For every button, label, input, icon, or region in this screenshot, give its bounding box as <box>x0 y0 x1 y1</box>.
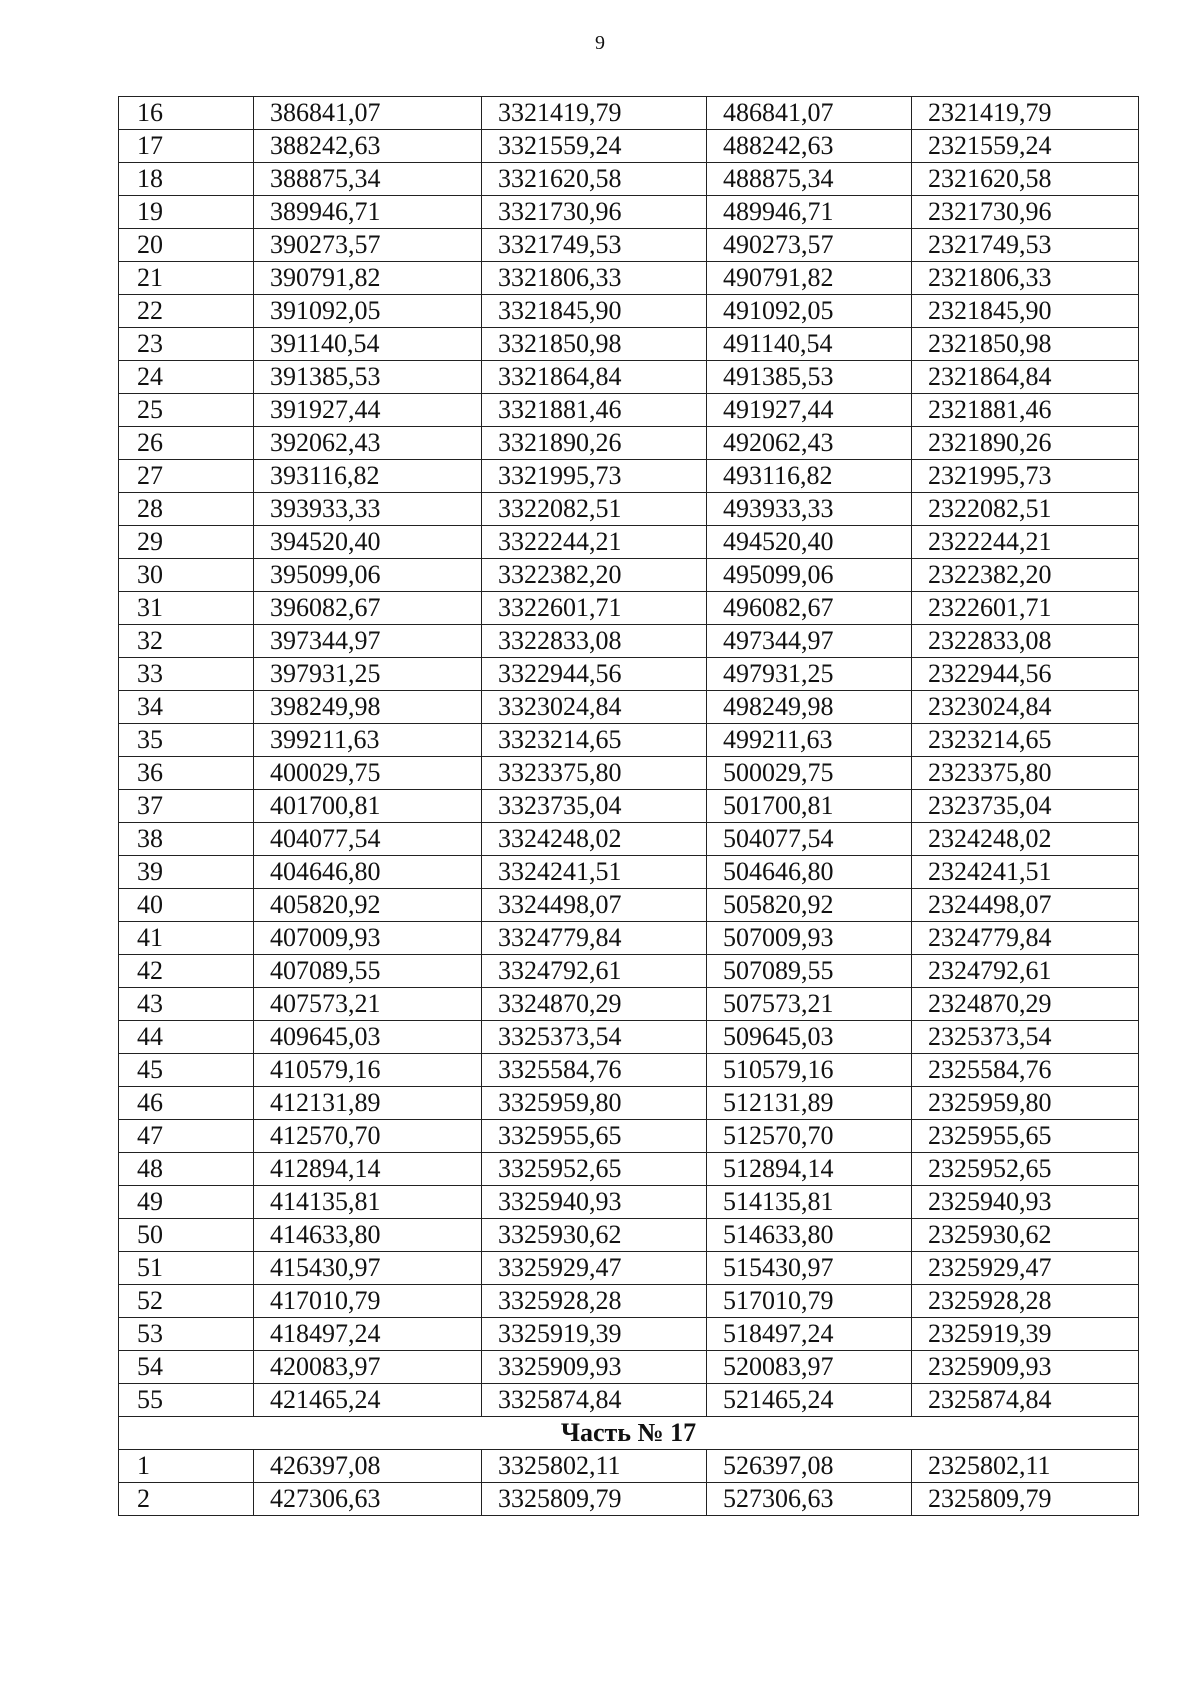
point-number-cell: 35 <box>119 724 254 757</box>
point-number-cell: 23 <box>119 328 254 361</box>
x2-coordinate-cell: 507089,55 <box>707 955 912 988</box>
y-coordinate-cell: 3322244,21 <box>482 526 707 559</box>
x-coordinate-cell: 400029,75 <box>254 757 482 790</box>
x2-coordinate-cell: 498249,98 <box>707 691 912 724</box>
table-row <box>119 691 1139 724</box>
coordinates-table-body <box>119 97 1139 1417</box>
y-coordinate-cell: 3321881,46 <box>482 394 707 427</box>
table-row <box>119 196 1139 229</box>
point-number-cell: 37 <box>119 790 254 823</box>
x2-coordinate-cell: 490273,57 <box>707 229 912 262</box>
y2-coordinate-cell: 2324241,51 <box>912 856 1139 889</box>
x-coordinate-cell: 390273,57 <box>254 229 482 262</box>
x-coordinate-cell: 391092,05 <box>254 295 482 328</box>
point-number-cell: 30 <box>119 559 254 592</box>
x2-coordinate-cell: 514135,81 <box>707 1186 912 1219</box>
x2-coordinate-cell: 507009,93 <box>707 922 912 955</box>
y-coordinate-cell: 3322601,71 <box>482 592 707 625</box>
table-row <box>119 1450 1139 1483</box>
x-coordinate-cell: 391927,44 <box>254 394 482 427</box>
x-coordinate-cell: 420083,97 <box>254 1351 482 1384</box>
y-coordinate-cell: 3325802,11 <box>482 1450 707 1483</box>
table-row <box>119 988 1139 1021</box>
y-coordinate-cell: 3321749,53 <box>482 229 707 262</box>
x-coordinate-cell: 417010,79 <box>254 1285 482 1318</box>
y-coordinate-cell: 3321890,26 <box>482 427 707 460</box>
x-coordinate-cell: 426397,08 <box>254 1450 482 1483</box>
x2-coordinate-cell: 526397,08 <box>707 1450 912 1483</box>
y-coordinate-cell: 3325928,28 <box>482 1285 707 1318</box>
point-number-cell: 49 <box>119 1186 254 1219</box>
x-coordinate-cell: 393933,33 <box>254 493 482 526</box>
table-row <box>119 1219 1139 1252</box>
x2-coordinate-cell: 493933,33 <box>707 493 912 526</box>
point-number-cell: 45 <box>119 1054 254 1087</box>
x2-coordinate-cell: 494520,40 <box>707 526 912 559</box>
part-heading-row <box>119 1417 1139 1450</box>
y-coordinate-cell: 3323024,84 <box>482 691 707 724</box>
x-coordinate-cell: 393116,82 <box>254 460 482 493</box>
y2-coordinate-cell: 2322944,56 <box>912 658 1139 691</box>
y-coordinate-cell: 3321845,90 <box>482 295 707 328</box>
y-coordinate-cell: 3325373,54 <box>482 1021 707 1054</box>
y2-coordinate-cell: 2321881,46 <box>912 394 1139 427</box>
point-number-cell: 18 <box>119 163 254 196</box>
y-coordinate-cell: 3321730,96 <box>482 196 707 229</box>
x2-coordinate-cell: 507573,21 <box>707 988 912 1021</box>
x-coordinate-cell: 391140,54 <box>254 328 482 361</box>
y-coordinate-cell: 3322082,51 <box>482 493 707 526</box>
point-number-cell: 26 <box>119 427 254 460</box>
x2-coordinate-cell: 490791,82 <box>707 262 912 295</box>
point-number-cell: 38 <box>119 823 254 856</box>
y-coordinate-cell: 3321806,33 <box>482 262 707 295</box>
y2-coordinate-cell: 2321850,98 <box>912 328 1139 361</box>
y-coordinate-cell: 3324792,61 <box>482 955 707 988</box>
x-coordinate-cell: 389946,71 <box>254 196 482 229</box>
table-row <box>119 724 1139 757</box>
point-number-cell: 21 <box>119 262 254 295</box>
y2-coordinate-cell: 2323024,84 <box>912 691 1139 724</box>
x2-coordinate-cell: 486841,07 <box>707 97 912 130</box>
x2-coordinate-cell: 517010,79 <box>707 1285 912 1318</box>
x2-coordinate-cell: 515430,97 <box>707 1252 912 1285</box>
x-coordinate-cell: 399211,63 <box>254 724 482 757</box>
x-coordinate-cell: 397344,97 <box>254 625 482 658</box>
x2-coordinate-cell: 514633,80 <box>707 1219 912 1252</box>
table-row <box>119 757 1139 790</box>
y-coordinate-cell: 3325959,80 <box>482 1087 707 1120</box>
y-coordinate-cell: 3321864,84 <box>482 361 707 394</box>
x-coordinate-cell: 407089,55 <box>254 955 482 988</box>
table-row <box>119 361 1139 394</box>
table-row <box>119 592 1139 625</box>
y2-coordinate-cell: 2325909,93 <box>912 1351 1139 1384</box>
y-coordinate-cell: 3325940,93 <box>482 1186 707 1219</box>
point-number-cell: 52 <box>119 1285 254 1318</box>
point-number-cell: 31 <box>119 592 254 625</box>
point-number-cell: 40 <box>119 889 254 922</box>
y2-coordinate-cell: 2325959,80 <box>912 1087 1139 1120</box>
y-coordinate-cell: 3325919,39 <box>482 1318 707 1351</box>
x-coordinate-cell: 404077,54 <box>254 823 482 856</box>
y2-coordinate-cell: 2321620,58 <box>912 163 1139 196</box>
table-row <box>119 1318 1139 1351</box>
x-coordinate-cell: 396082,67 <box>254 592 482 625</box>
y-coordinate-cell: 3325929,47 <box>482 1252 707 1285</box>
x-coordinate-cell: 392062,43 <box>254 427 482 460</box>
x-coordinate-cell: 388242,63 <box>254 130 482 163</box>
point-number-cell: 17 <box>119 130 254 163</box>
x-coordinate-cell: 415430,97 <box>254 1252 482 1285</box>
point-number-cell: 22 <box>119 295 254 328</box>
y-coordinate-cell: 3325909,93 <box>482 1351 707 1384</box>
x-coordinate-cell: 391385,53 <box>254 361 482 394</box>
y2-coordinate-cell: 2321749,53 <box>912 229 1139 262</box>
point-number-cell: 33 <box>119 658 254 691</box>
y2-coordinate-cell: 2325928,28 <box>912 1285 1139 1318</box>
y2-coordinate-cell: 2322601,71 <box>912 592 1139 625</box>
y-coordinate-cell: 3322382,20 <box>482 559 707 592</box>
y2-coordinate-cell: 2325940,93 <box>912 1186 1139 1219</box>
table-row <box>119 460 1139 493</box>
point-number-cell: 2 <box>119 1483 254 1516</box>
y-coordinate-cell: 3324241,51 <box>482 856 707 889</box>
table-row <box>119 427 1139 460</box>
part-heading: Часть № 17 <box>119 1417 1139 1450</box>
y2-coordinate-cell: 2321730,96 <box>912 196 1139 229</box>
point-number-cell: 42 <box>119 955 254 988</box>
y2-coordinate-cell: 2325809,79 <box>912 1483 1139 1516</box>
y-coordinate-cell: 3322833,08 <box>482 625 707 658</box>
x-coordinate-cell: 412570,70 <box>254 1120 482 1153</box>
table-row <box>119 394 1139 427</box>
table-row <box>119 328 1139 361</box>
y2-coordinate-cell: 2322244,21 <box>912 526 1139 559</box>
x2-coordinate-cell: 491140,54 <box>707 328 912 361</box>
y2-coordinate-cell: 2321995,73 <box>912 460 1139 493</box>
table-row <box>119 493 1139 526</box>
x2-coordinate-cell: 491092,05 <box>707 295 912 328</box>
x2-coordinate-cell: 495099,06 <box>707 559 912 592</box>
coordinates-table <box>118 96 1139 1516</box>
y2-coordinate-cell: 2323214,65 <box>912 724 1139 757</box>
point-number-cell: 36 <box>119 757 254 790</box>
point-number-cell: 29 <box>119 526 254 559</box>
x-coordinate-cell: 427306,63 <box>254 1483 482 1516</box>
y2-coordinate-cell: 2321845,90 <box>912 295 1139 328</box>
table-row <box>119 97 1139 130</box>
x-coordinate-cell: 407573,21 <box>254 988 482 1021</box>
y2-coordinate-cell: 2324779,84 <box>912 922 1139 955</box>
table-row <box>119 1087 1139 1120</box>
point-number-cell: 50 <box>119 1219 254 1252</box>
table-row <box>119 922 1139 955</box>
x2-coordinate-cell: 497344,97 <box>707 625 912 658</box>
point-number-cell: 46 <box>119 1087 254 1120</box>
x-coordinate-cell: 404646,80 <box>254 856 482 889</box>
point-number-cell: 54 <box>119 1351 254 1384</box>
x2-coordinate-cell: 504646,80 <box>707 856 912 889</box>
point-number-cell: 44 <box>119 1021 254 1054</box>
table-row <box>119 625 1139 658</box>
y2-coordinate-cell: 2325373,54 <box>912 1021 1139 1054</box>
y2-coordinate-cell: 2325952,65 <box>912 1153 1139 1186</box>
table-row <box>119 295 1139 328</box>
y-coordinate-cell: 3321995,73 <box>482 460 707 493</box>
point-number-cell: 19 <box>119 196 254 229</box>
table-row <box>119 130 1139 163</box>
table-row <box>119 823 1139 856</box>
y2-coordinate-cell: 2323735,04 <box>912 790 1139 823</box>
y-coordinate-cell: 3321850,98 <box>482 328 707 361</box>
y2-coordinate-cell: 2325929,47 <box>912 1252 1139 1285</box>
y2-coordinate-cell: 2322833,08 <box>912 625 1139 658</box>
point-number-cell: 39 <box>119 856 254 889</box>
x-coordinate-cell: 409645,03 <box>254 1021 482 1054</box>
x-coordinate-cell: 412894,14 <box>254 1153 482 1186</box>
x2-coordinate-cell: 493116,82 <box>707 460 912 493</box>
table-row <box>119 889 1139 922</box>
point-number-cell: 43 <box>119 988 254 1021</box>
x2-coordinate-cell: 512894,14 <box>707 1153 912 1186</box>
table-row <box>119 1054 1139 1087</box>
y-coordinate-cell: 3323735,04 <box>482 790 707 823</box>
x-coordinate-cell: 395099,06 <box>254 559 482 592</box>
y2-coordinate-cell: 2324792,61 <box>912 955 1139 988</box>
y-coordinate-cell: 3325930,62 <box>482 1219 707 1252</box>
x-coordinate-cell: 386841,07 <box>254 97 482 130</box>
x2-coordinate-cell: 518497,24 <box>707 1318 912 1351</box>
table-row <box>119 1252 1139 1285</box>
x2-coordinate-cell: 488242,63 <box>707 130 912 163</box>
table-row <box>119 559 1139 592</box>
point-number-cell: 1 <box>119 1450 254 1483</box>
x2-coordinate-cell: 512570,70 <box>707 1120 912 1153</box>
x2-coordinate-cell: 509645,03 <box>707 1021 912 1054</box>
x-coordinate-cell: 412131,89 <box>254 1087 482 1120</box>
y-coordinate-cell: 3325952,65 <box>482 1153 707 1186</box>
x-coordinate-cell: 394520,40 <box>254 526 482 559</box>
y-coordinate-cell: 3323375,80 <box>482 757 707 790</box>
table-row <box>119 1483 1139 1516</box>
point-number-cell: 25 <box>119 394 254 427</box>
x2-coordinate-cell: 497931,25 <box>707 658 912 691</box>
point-number-cell: 51 <box>119 1252 254 1285</box>
part-17-table-body <box>119 1450 1139 1516</box>
y-coordinate-cell: 3325955,65 <box>482 1120 707 1153</box>
point-number-cell: 27 <box>119 460 254 493</box>
x2-coordinate-cell: 489946,71 <box>707 196 912 229</box>
y2-coordinate-cell: 2325930,62 <box>912 1219 1139 1252</box>
y2-coordinate-cell: 2325955,65 <box>912 1120 1139 1153</box>
y-coordinate-cell: 3323214,65 <box>482 724 707 757</box>
table-row <box>119 790 1139 823</box>
x2-coordinate-cell: 520083,97 <box>707 1351 912 1384</box>
point-number-cell: 24 <box>119 361 254 394</box>
table-row <box>119 1384 1139 1417</box>
x-coordinate-cell: 410579,16 <box>254 1054 482 1087</box>
x2-coordinate-cell: 491927,44 <box>707 394 912 427</box>
x-coordinate-cell: 407009,93 <box>254 922 482 955</box>
y2-coordinate-cell: 2325874,84 <box>912 1384 1139 1417</box>
y2-coordinate-cell: 2322082,51 <box>912 493 1139 526</box>
x2-coordinate-cell: 488875,34 <box>707 163 912 196</box>
y2-coordinate-cell: 2321806,33 <box>912 262 1139 295</box>
x2-coordinate-cell: 492062,43 <box>707 427 912 460</box>
x2-coordinate-cell: 505820,92 <box>707 889 912 922</box>
x-coordinate-cell: 390791,82 <box>254 262 482 295</box>
x-coordinate-cell: 397931,25 <box>254 658 482 691</box>
y-coordinate-cell: 3325809,79 <box>482 1483 707 1516</box>
y-coordinate-cell: 3321419,79 <box>482 97 707 130</box>
y-coordinate-cell: 3325584,76 <box>482 1054 707 1087</box>
y2-coordinate-cell: 2321419,79 <box>912 97 1139 130</box>
x2-coordinate-cell: 496082,67 <box>707 592 912 625</box>
point-number-cell: 34 <box>119 691 254 724</box>
y2-coordinate-cell: 2321864,84 <box>912 361 1139 394</box>
x2-coordinate-cell: 500029,75 <box>707 757 912 790</box>
x-coordinate-cell: 398249,98 <box>254 691 482 724</box>
y-coordinate-cell: 3324779,84 <box>482 922 707 955</box>
table-row <box>119 1153 1139 1186</box>
table-row <box>119 856 1139 889</box>
x2-coordinate-cell: 491385,53 <box>707 361 912 394</box>
table-row <box>119 229 1139 262</box>
y-coordinate-cell: 3324248,02 <box>482 823 707 856</box>
x-coordinate-cell: 414633,80 <box>254 1219 482 1252</box>
table-row <box>119 1285 1139 1318</box>
y2-coordinate-cell: 2322382,20 <box>912 559 1139 592</box>
table-row <box>119 658 1139 691</box>
x-coordinate-cell: 421465,24 <box>254 1384 482 1417</box>
point-number-cell: 41 <box>119 922 254 955</box>
point-number-cell: 47 <box>119 1120 254 1153</box>
x2-coordinate-cell: 521465,24 <box>707 1384 912 1417</box>
x-coordinate-cell: 414135,81 <box>254 1186 482 1219</box>
point-number-cell: 32 <box>119 625 254 658</box>
table-row <box>119 163 1139 196</box>
y-coordinate-cell: 3322944,56 <box>482 658 707 691</box>
x2-coordinate-cell: 504077,54 <box>707 823 912 856</box>
y2-coordinate-cell: 2324870,29 <box>912 988 1139 1021</box>
x-coordinate-cell: 418497,24 <box>254 1318 482 1351</box>
x-coordinate-cell: 388875,34 <box>254 163 482 196</box>
page-number: 9 <box>595 32 605 54</box>
y2-coordinate-cell: 2321559,24 <box>912 130 1139 163</box>
table-row <box>119 1351 1139 1384</box>
y-coordinate-cell: 3324498,07 <box>482 889 707 922</box>
point-number-cell: 20 <box>119 229 254 262</box>
y-coordinate-cell: 3321559,24 <box>482 130 707 163</box>
point-number-cell: 55 <box>119 1384 254 1417</box>
y2-coordinate-cell: 2323375,80 <box>912 757 1139 790</box>
y2-coordinate-cell: 2324498,07 <box>912 889 1139 922</box>
y2-coordinate-cell: 2325919,39 <box>912 1318 1139 1351</box>
part-heading-section <box>119 1417 1139 1450</box>
x-coordinate-cell: 401700,81 <box>254 790 482 823</box>
table-row <box>119 955 1139 988</box>
y-coordinate-cell: 3321620,58 <box>482 163 707 196</box>
x2-coordinate-cell: 501700,81 <box>707 790 912 823</box>
y-coordinate-cell: 3324870,29 <box>482 988 707 1021</box>
table-row <box>119 262 1139 295</box>
y-coordinate-cell: 3325874,84 <box>482 1384 707 1417</box>
y2-coordinate-cell: 2321890,26 <box>912 427 1139 460</box>
table-row <box>119 1186 1139 1219</box>
x2-coordinate-cell: 527306,63 <box>707 1483 912 1516</box>
point-number-cell: 28 <box>119 493 254 526</box>
point-number-cell: 48 <box>119 1153 254 1186</box>
point-number-cell: 16 <box>119 97 254 130</box>
y2-coordinate-cell: 2325802,11 <box>912 1450 1139 1483</box>
table-row <box>119 1120 1139 1153</box>
point-number-cell: 53 <box>119 1318 254 1351</box>
x2-coordinate-cell: 499211,63 <box>707 724 912 757</box>
x-coordinate-cell: 405820,92 <box>254 889 482 922</box>
table-row <box>119 1021 1139 1054</box>
x2-coordinate-cell: 512131,89 <box>707 1087 912 1120</box>
y2-coordinate-cell: 2325584,76 <box>912 1054 1139 1087</box>
y2-coordinate-cell: 2324248,02 <box>912 823 1139 856</box>
table-row <box>119 526 1139 559</box>
x2-coordinate-cell: 510579,16 <box>707 1054 912 1087</box>
